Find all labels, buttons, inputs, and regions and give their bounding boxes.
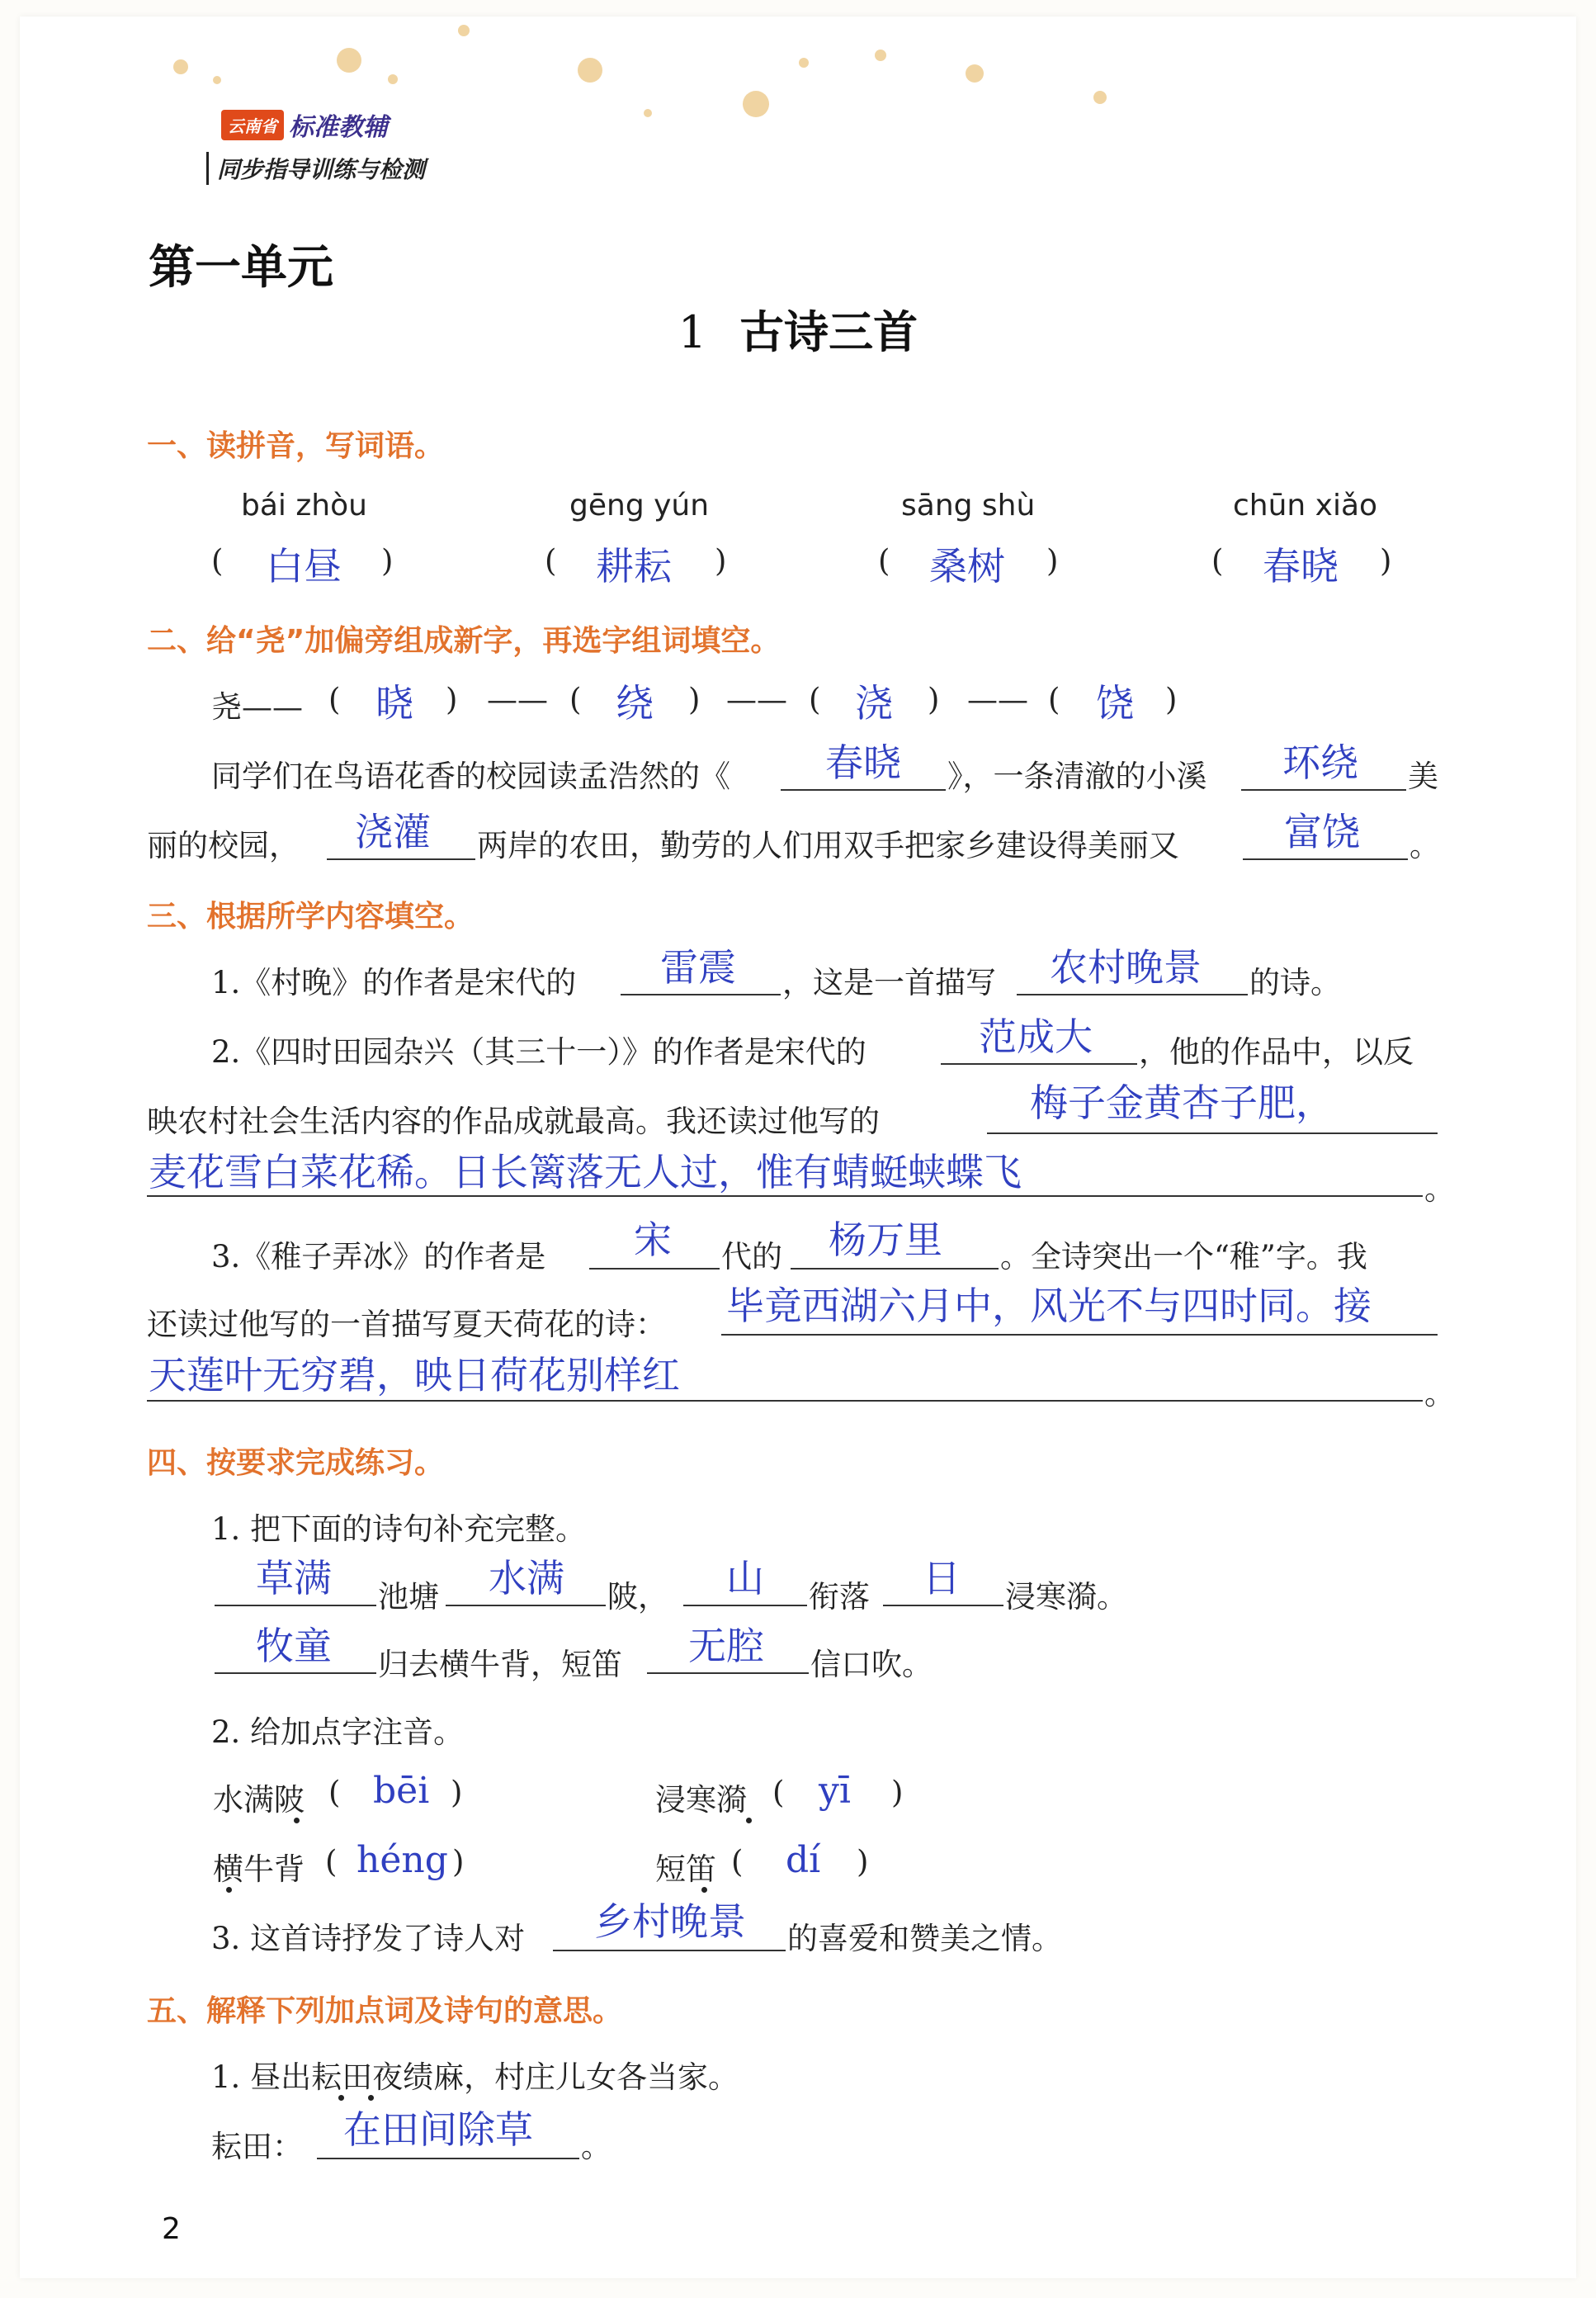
dash: ——	[726, 682, 787, 717]
blank-line	[987, 1132, 1438, 1134]
text: ，这是一首描写	[782, 965, 996, 1000]
paren-close: )	[381, 543, 394, 579]
blank-line	[941, 1063, 1137, 1065]
pinyin-2: gēng yún	[569, 489, 710, 522]
blank-line	[883, 1605, 1003, 1606]
blank-line	[781, 789, 946, 791]
text: 2.《四时田园杂兴（其三十一）》的作者是宋代的	[211, 1034, 866, 1070]
fill-answer: 春晓	[825, 740, 901, 785]
text: 丽的校园，	[147, 828, 300, 863]
blank-line	[589, 1268, 720, 1270]
text: 。	[581, 2129, 611, 2164]
text: 信口吹。	[810, 1647, 933, 1682]
blank-line	[446, 1605, 606, 1606]
section-4-heading: 四、按要求完成练习。	[147, 1446, 445, 1480]
fill-answer: 毕竟西湖六月中，风光不与四时同。接	[726, 1284, 1372, 1328]
lesson-number: 1	[678, 306, 707, 358]
paren-close: )	[857, 1844, 869, 1880]
pinyin-answer: bēi	[373, 1770, 430, 1812]
text: 3.《稚子弄冰》的作者是	[211, 1239, 546, 1274]
fill-answer: 农村晚景	[1050, 945, 1202, 990]
text: 映农村社会生活内容的作品成就最高。我还读过他写的	[147, 1104, 880, 1139]
question-text: 1. 昼出耘田夜绩麻，村庄儿女各当家。	[211, 2059, 739, 2095]
text: 衔落	[809, 1579, 870, 1615]
blank-line	[621, 994, 781, 995]
text: 。全诗突出一个“稚”字。我	[1000, 1239, 1367, 1274]
text: 1.《村晚》的作者是宋代的	[211, 965, 577, 1000]
blank-line	[553, 1950, 786, 1951]
fill-answer: 天莲叶无穷碧，映日荷花别样红	[149, 1353, 680, 1397]
paren-close: )	[891, 1775, 904, 1810]
answer-word-4: 春晓	[1263, 544, 1339, 589]
brand-subtitle: 同步指导训练与检测	[206, 152, 425, 185]
paren-open: (	[545, 543, 557, 579]
pinyin-answer: héng	[357, 1839, 448, 1881]
paren-close: )	[1380, 543, 1392, 579]
fill-answer: 范成大	[979, 1014, 1093, 1059]
fill-answer: 环绕	[1282, 740, 1358, 785]
fill-answer: 无腔	[688, 1624, 764, 1668]
fill-answer: 宋	[634, 1218, 672, 1262]
paren-open: (	[731, 1844, 744, 1880]
blank-line	[721, 1334, 1438, 1336]
text: 代的	[721, 1239, 782, 1274]
paren-open: (	[878, 543, 890, 579]
blank-line	[327, 858, 475, 860]
paren-open: (	[1048, 682, 1060, 717]
emphasis-dot	[746, 1818, 752, 1823]
question-text: 1. 把下面的诗句补充完整。	[211, 1511, 587, 1547]
paren-open: (	[772, 1775, 785, 1810]
paren-open: (	[211, 543, 224, 579]
paren-open: (	[809, 682, 821, 717]
text: 陂，	[607, 1579, 668, 1615]
section-3-heading: 三、根据所学内容填空。	[147, 900, 475, 934]
paren-close: )	[928, 682, 940, 717]
dotted-word: 水满陂	[213, 1782, 305, 1818]
unit-title: 第一单元	[149, 241, 333, 295]
lesson-name: 古诗三首	[739, 306, 918, 358]
text: 的喜爱和赞美之情。	[787, 1921, 1062, 1956]
text: 。	[1424, 1171, 1455, 1207]
fill-answer: 乡村晚景	[594, 1899, 746, 1944]
text: 归去横牛背，短笛	[378, 1647, 622, 1682]
blank-line	[647, 1672, 809, 1674]
blank-line	[791, 1268, 999, 1270]
text: 同学们在鸟语花香的校园读孟浩然的《	[211, 759, 730, 794]
brand-logo	[221, 107, 388, 142]
blank-line	[1017, 994, 1248, 995]
text: 两岸的农田，勤劳的人们用双手把家乡建设得美丽又	[477, 828, 1179, 863]
new-char-1: 晓	[375, 681, 413, 726]
fill-answer: 在田间除草	[343, 2107, 533, 2152]
dotted-word: 横牛背	[213, 1851, 305, 1887]
text: 的诗。	[1249, 965, 1341, 1000]
section-2-heading: 二、给“尧”加偏旁组成新字，再选字组词填空。	[147, 624, 781, 658]
blank-line	[147, 1400, 1423, 1402]
term-label: 耘田：	[211, 2129, 303, 2164]
text: 3. 这首诗抒发了诗人对	[211, 1921, 526, 1956]
paren-close: )	[452, 1844, 465, 1880]
paren-open: (	[328, 1775, 341, 1810]
new-char-4: 饶	[1096, 681, 1134, 726]
paren-close: )	[451, 1775, 463, 1810]
dotted-word: 浸寒漪	[655, 1782, 747, 1818]
paren-close: )	[1046, 543, 1059, 579]
blank-line	[215, 1672, 376, 1674]
fill-answer: 杨万里	[829, 1218, 942, 1262]
blank-line	[317, 2158, 579, 2159]
fill-answer: 富饶	[1284, 810, 1360, 854]
fill-answer: 梅子金黄杏子肥，	[1030, 1080, 1334, 1125]
answer-word-3: 桑树	[929, 544, 1005, 589]
text: 》，一条清澈的小溪	[947, 759, 1207, 794]
emphasis-dot	[226, 1887, 232, 1893]
paren-open: (	[328, 682, 341, 717]
new-char-2: 绕	[616, 681, 654, 726]
question-text: 2. 给加点字注音。	[211, 1714, 465, 1750]
text: 池塘	[378, 1579, 439, 1615]
dotted-word: 短笛	[655, 1851, 716, 1887]
pinyin-answer: yī	[819, 1770, 851, 1812]
text: 。	[1409, 828, 1440, 863]
paren-close: )	[1165, 682, 1178, 717]
text: ，他的作品中，以反	[1139, 1034, 1414, 1070]
blank-line	[683, 1605, 807, 1606]
fill-answer: 日	[923, 1556, 961, 1601]
paren-close: )	[446, 682, 458, 717]
dash: ——	[967, 682, 1028, 717]
fill-answer: 水满	[489, 1556, 564, 1601]
fill-answer: 浇灌	[355, 810, 431, 854]
lesson-title	[0, 297, 1596, 361]
blank-line	[147, 1195, 1423, 1197]
brand-name: 标准教辅	[289, 113, 388, 142]
fill-answer: 雷震	[660, 945, 736, 990]
emphasis-dot	[294, 1818, 300, 1823]
fill-answer: 草满	[256, 1556, 332, 1601]
blank-line	[1241, 789, 1406, 791]
base-char: 尧——	[211, 689, 303, 725]
brand-badge: 云南省	[221, 110, 284, 140]
paren-open: (	[325, 1844, 338, 1880]
pinyin-4: chūn xiǎo	[1233, 489, 1378, 522]
text: 浸寒漪。	[1005, 1579, 1127, 1615]
page-number: 2	[162, 2212, 181, 2246]
paren-open: (	[569, 682, 582, 717]
text: 。	[1424, 1376, 1455, 1411]
blank-line	[1243, 858, 1408, 860]
pinyin-answer: dí	[786, 1839, 821, 1881]
dash: ——	[487, 682, 548, 717]
answer-word-1: 白昼	[266, 544, 342, 589]
pinyin-1: bái zhòu	[241, 489, 367, 522]
text: 美	[1408, 759, 1438, 794]
text: 还读过他写的一首描写夏天荷花的诗：	[147, 1307, 666, 1342]
paren-open: (	[1211, 543, 1224, 579]
new-char-3: 浇	[855, 681, 893, 726]
paren-close: )	[688, 682, 701, 717]
fill-answer: 山	[726, 1556, 764, 1601]
paren-close: )	[715, 543, 727, 579]
answer-word-2: 耕耘	[596, 544, 672, 589]
fill-answer: 麦花雪白菜花稀。日长篱落无人过，惟有蜻蜓蛱蝶飞	[149, 1150, 1022, 1194]
section-1-heading: 一、读拼音，写词语。	[147, 429, 445, 463]
fill-answer: 牧童	[256, 1624, 332, 1668]
pinyin-3: sāng shù	[901, 489, 1036, 522]
blank-line	[215, 1605, 376, 1606]
section-5-heading: 五、解释下列加点词及诗句的意思。	[147, 1994, 623, 2028]
